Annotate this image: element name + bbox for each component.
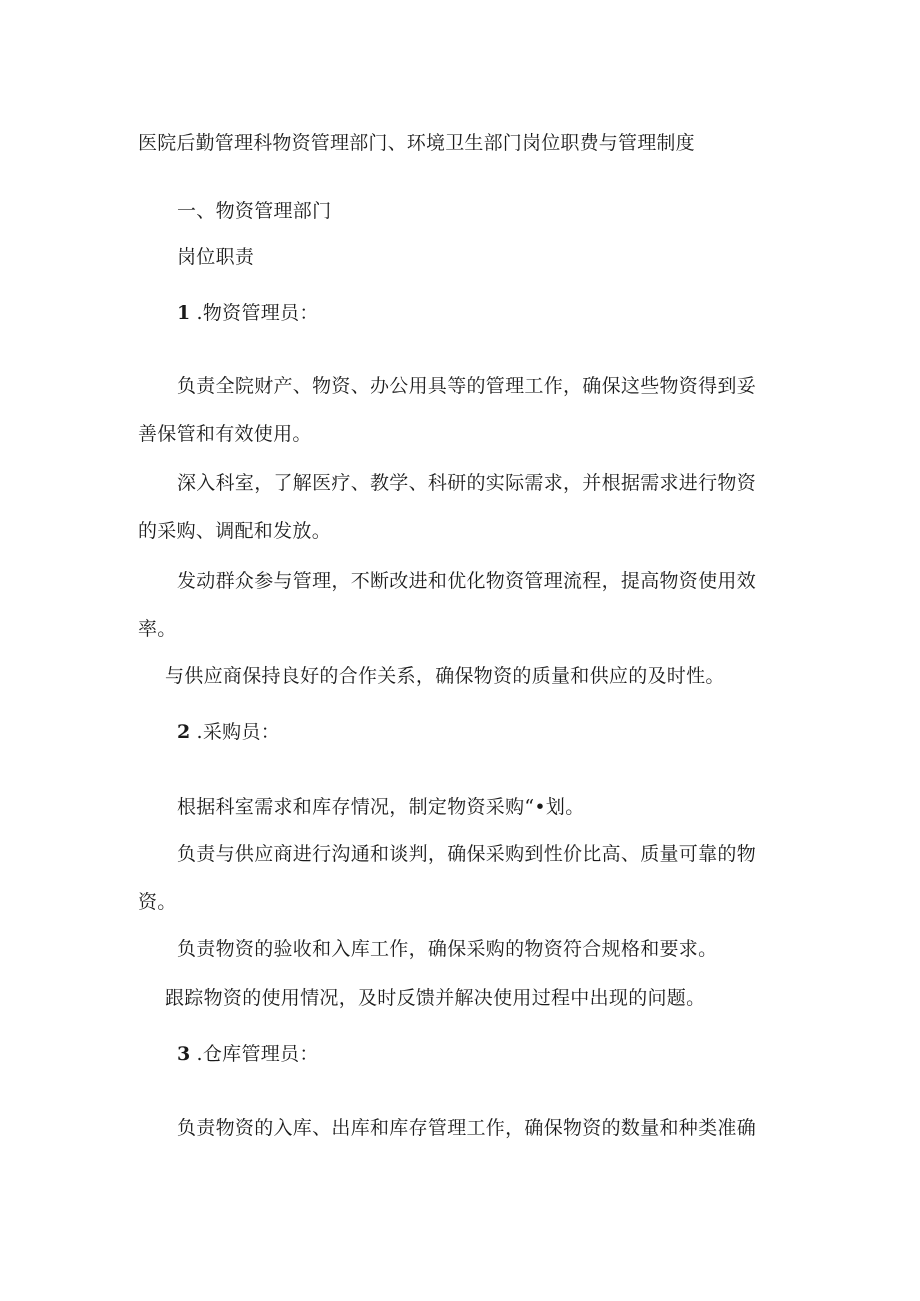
paragraph-line: 负责物资的验收和入库工作，确保采购的物资符合规格和要求。 [177, 938, 718, 960]
paragraph-line: 负责全院财产、物资、办公用具等的管理工作，确保这些物资得到妥 [177, 375, 757, 397]
role-heading-warehouse-manager [177, 1042, 319, 1066]
paragraph-line: 资。 [138, 891, 177, 913]
role-heading-purchaser [177, 720, 280, 744]
paragraph-line: 负责与供应商进行沟通和谈判，确保采购到性价比高、质量可靠的物 [177, 843, 757, 865]
role-label: .仓库管理员： [196, 1043, 319, 1065]
paragraph-line: 与供应商保持良好的合作关系，确保物资的质量和供应的及时性。 [165, 665, 725, 687]
role-number: 3 [177, 1043, 191, 1065]
role-label: .物资管理员： [196, 302, 319, 324]
paragraph-line: 善保管和有效使用。 [138, 423, 312, 445]
role-number: 1 [177, 302, 191, 324]
paragraph-line: 发动群众参与管理，不断改进和优化物资管理流程，提高物资使用效 [177, 570, 757, 592]
paragraph-line: 负责物资的入库、出库和库存管理工作，确保物资的数量和种类准确 [177, 1117, 757, 1139]
document-title: 医院后勤管理科物资管理部门、环境卫生部门岗位职费与管理制度 [138, 132, 695, 154]
role-heading-materials-manager [177, 301, 319, 325]
paragraph-line: 的采购、调配和发放。 [138, 520, 332, 542]
paragraph-line: 跟踪物资的使用情况，及时反馈并解决使用过程中出现的问题。 [165, 987, 706, 1009]
role-label: .采购员： [196, 721, 281, 743]
paragraph-line: 率。 [138, 618, 177, 640]
duties-heading: 岗位职责 [177, 246, 255, 268]
role-number: 2 [177, 721, 191, 743]
section-heading-materials: 一、物资管理部门 [177, 200, 332, 222]
paragraph-line: 根据科室需求和库存情况，制定物资采购“•划。 [177, 796, 585, 818]
paragraph-line: 深入科室，了解医疗、教学、科研的实际需求，并根据需求进行物资 [177, 472, 757, 494]
